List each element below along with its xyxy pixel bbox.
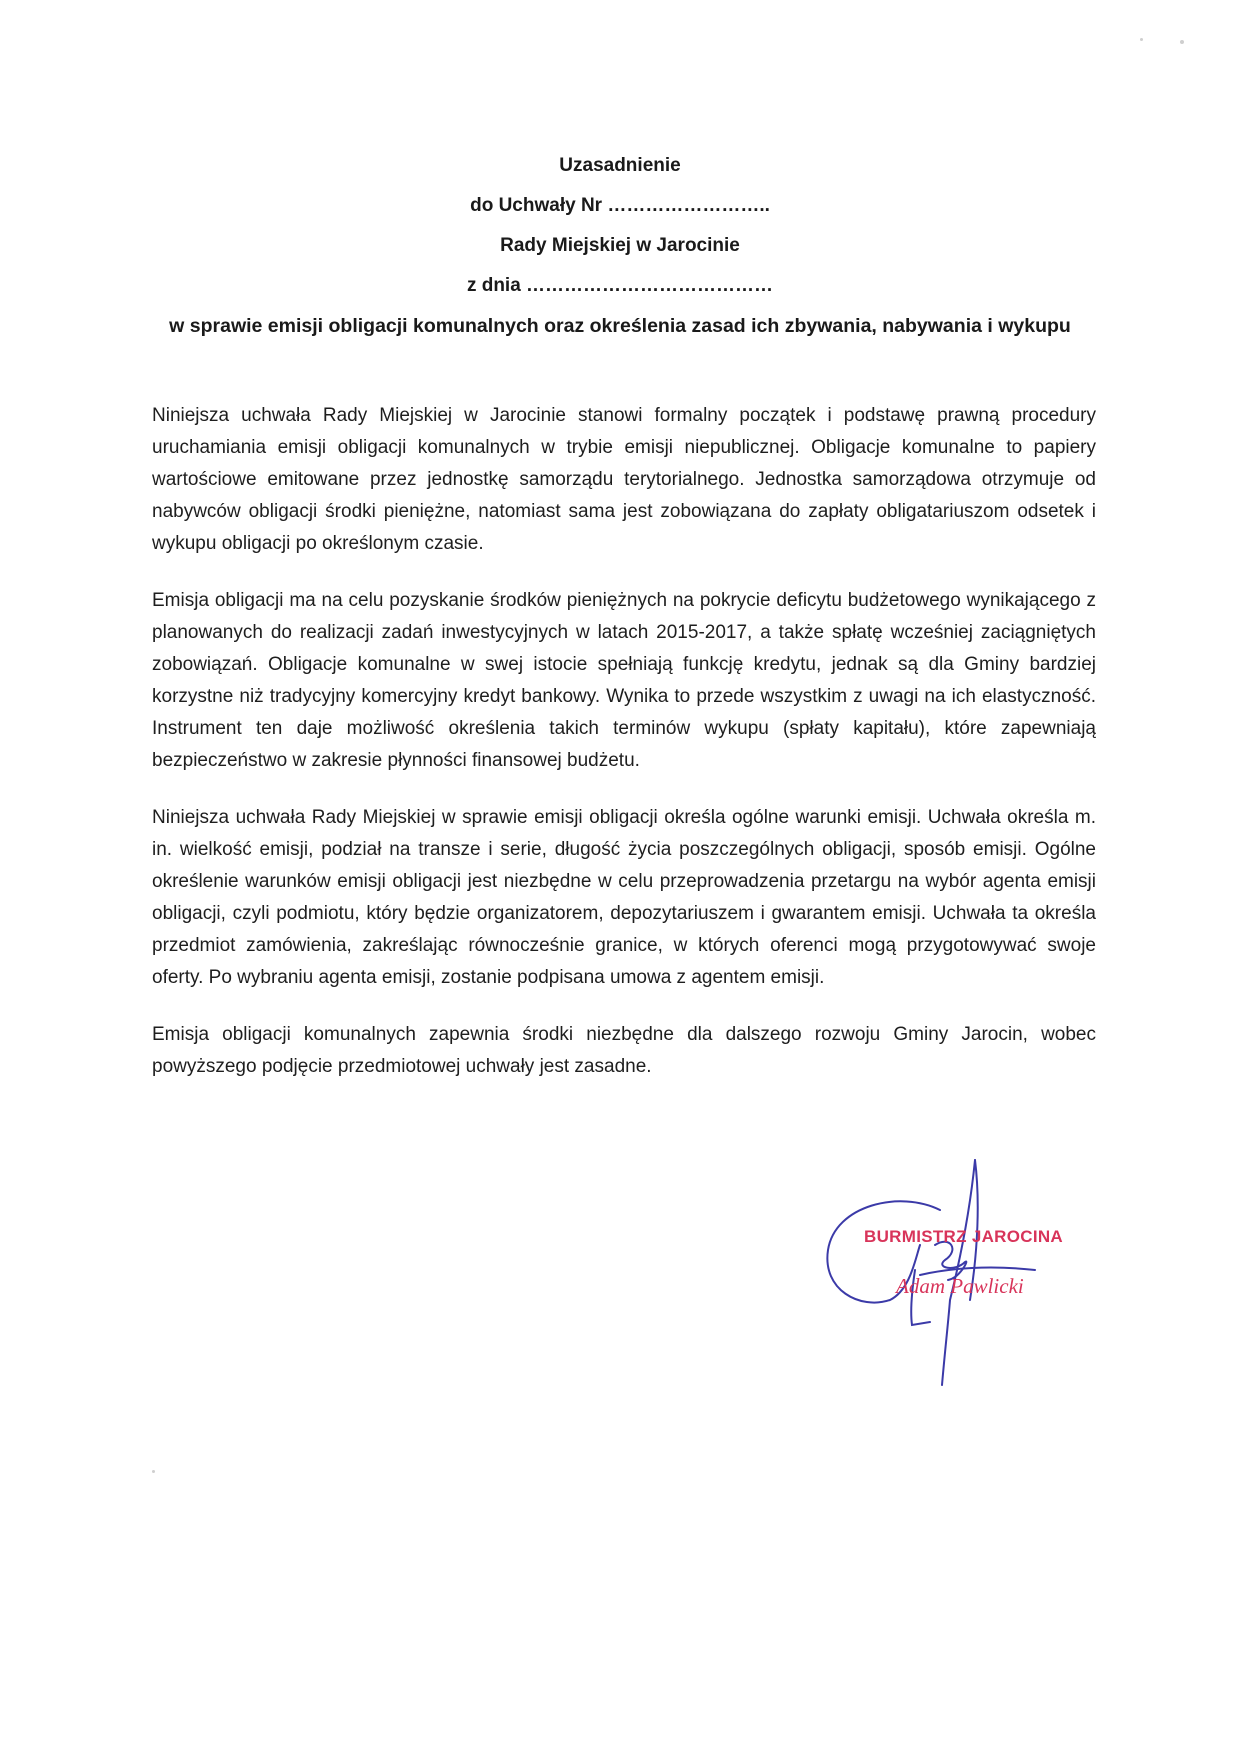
resolution-number: do Uchwały Nr …………………….. [470, 195, 770, 216]
scan-speck [1180, 40, 1184, 44]
resolution-subject: w sprawie emisji obligacji komunalnych oraz określenia zasad ich zbywania, nabywania i wykupu [169, 315, 1071, 337]
resolution-date: z dnia ………………………………… [466, 275, 774, 296]
scan-speck [1140, 38, 1143, 41]
paragraph-4: Emisja obligacji komunalnych zapewnia środki niezbędne dla dalszego rozwoju Gminy Jarocin, wobec powyższego podjęcie przedmiotowej uchwały jest zasadne. [152, 1024, 1096, 1077]
paragraph-2: Emisja obligacji ma na celu pozyskanie środków pieniężnych na pokrycie deficytu budżetowego wynikającego z planowanych do realizacji zadań inwestycyjnych w latach 2015-2017, a także spłatę wcześniej zaciągniętych zobowiązań. Obligacje komunalne w swej istocie spełniają funkcję kredytu, jednak są dla Gminy bardziej korzystne niż tradycyjny komercyjny kredyt bankowy. Wynika to przede wszystkim z uwagi na ich elastyczność. Instrument ten daje możliwość określenia takich terminów wykupu (spłaty kapitału), które zapewniają bezpieczeństwo w zakresie płynności finansowej budżetu. [152, 590, 1096, 771]
justification-body [152, 400, 1096, 1108]
document-header [0, 146, 1240, 346]
signature-block [820, 1150, 1120, 1400]
paragraph-3: Niniejsza uchwała Rady Miejskiej w sprawie emisji obligacji określa ogólne warunki emisji. Uchwała określa m. in. wielkość emisji, podział na transze i serie, długość życia poszczególnych obligacji, sposób emisji. Ogólne określenie warunków emisji obligacji jest niezbędne w celu przeprowadzenia przetargu na wybór agenta emisji obligacji, czyli podmiotu, który będzie organizatorem, depozytariuszem i gwarantem emisji. Uchwała ta określa przedmiot zamówienia, zakreślając równocześnie granice, w których oferenci mogą przygotowywać swoje oferty. Po wybraniu agenta emisji, zostanie podpisana umowa z agentem emisji. [152, 807, 1096, 988]
council-name: Rady Miejskiej w Jarocinie [500, 235, 740, 256]
document-title: Uzasadnienie [559, 155, 681, 176]
paragraph-1: Niniejsza uchwała Rady Miejskiej w Jarocinie stanowi formalny początek i podstawę prawną procedury uruchamiania emisji obligacji komunalnych w trybie emisji niepublicznej. Obligacje komunalne to papiery wartościowe emitowane przez jednostkę samorządu terytorialnego. Jednostka samorządowa otrzymuje od nabywców obligacji środki pieniężne, natomiast sama jest zobowiązana do zapłaty obligatariuszom odsetek i wykupu obligacji po określonym czasie. [152, 405, 1096, 554]
stamp-title: BURMISTRZ JAROCINA [864, 1227, 1064, 1246]
stamp-name: Adam Pawlicki [896, 1274, 1024, 1298]
scan-speck [152, 1470, 155, 1473]
